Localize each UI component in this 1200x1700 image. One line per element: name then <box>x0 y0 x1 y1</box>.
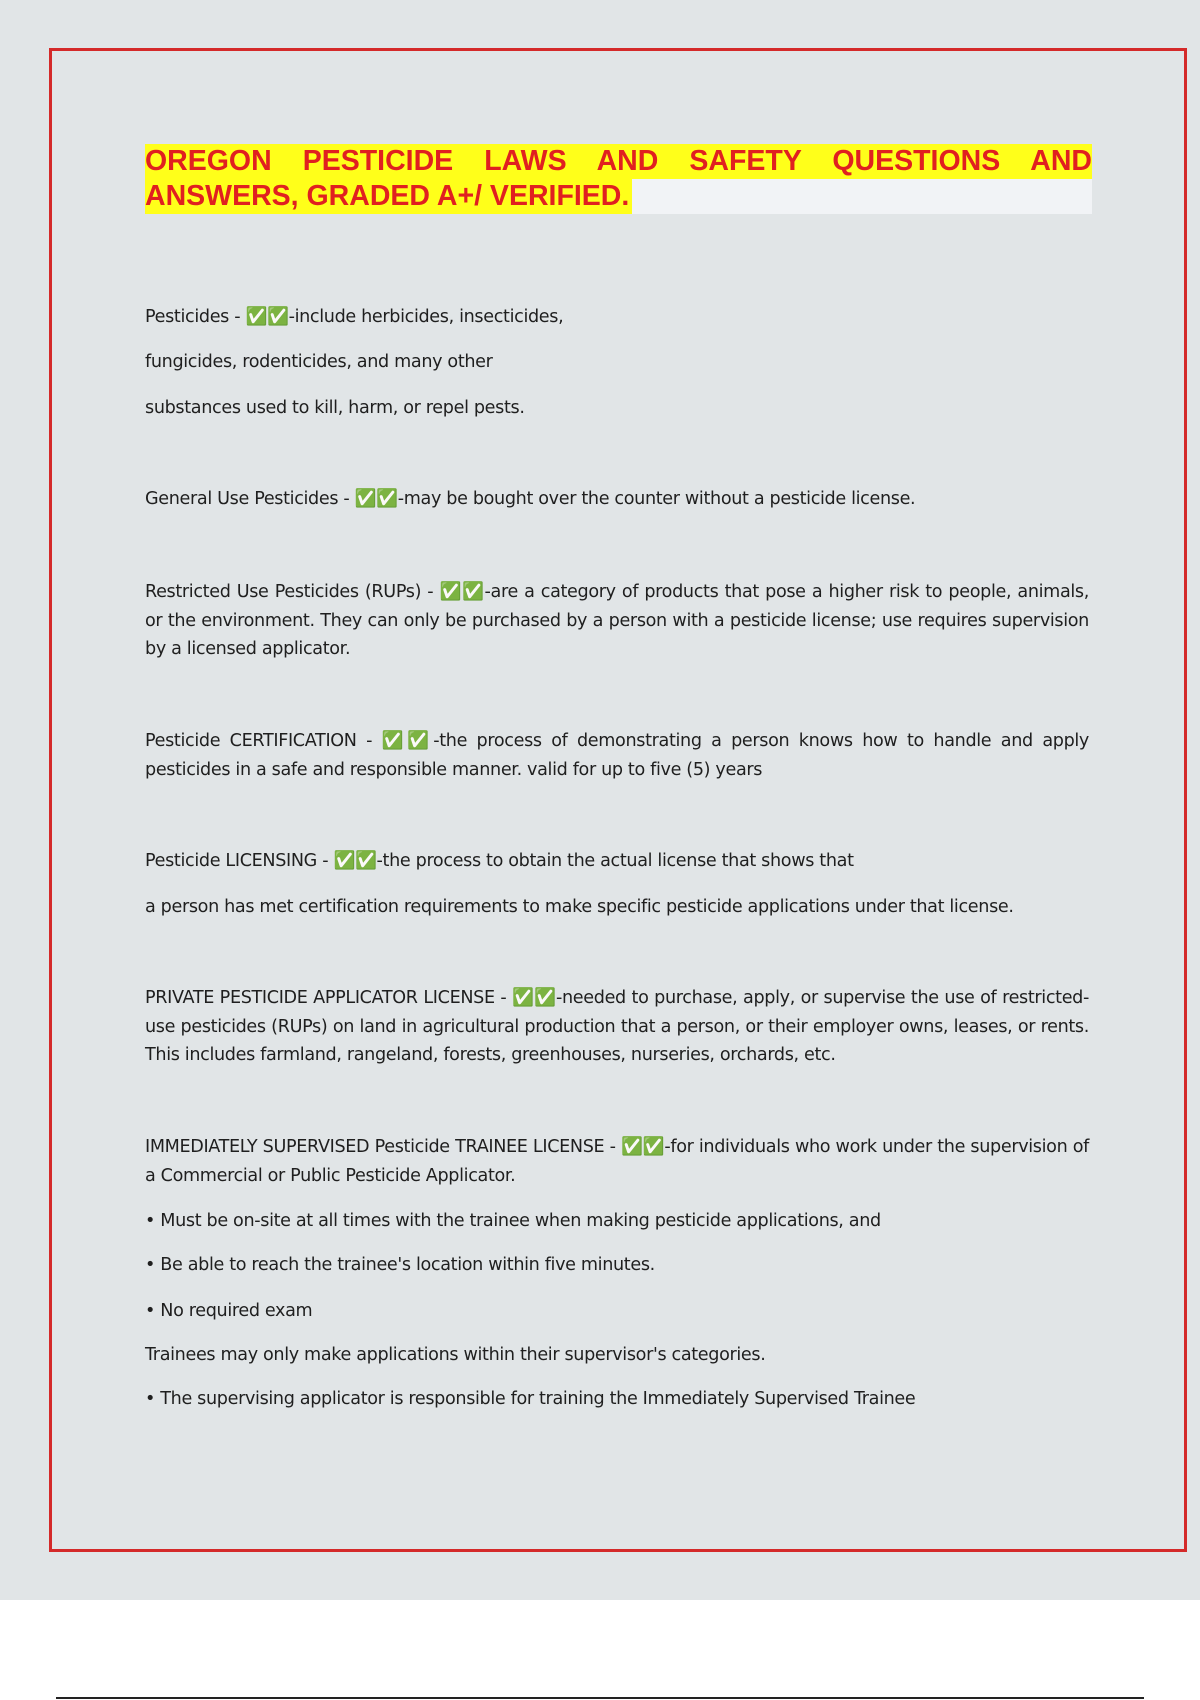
bullet-five-minutes: • Be able to reach the trainee's location within five minutes. <box>145 1255 655 1275</box>
document-title <box>145 144 1092 214</box>
paragraph-licensing-2: a person has met certification requirements to make specific pesticide applications under that license. <box>145 897 1014 917</box>
document-frame <box>49 48 1187 1552</box>
paragraph-restricted-use: Restricted Use Pesticides (RUPs) - ✅✅-are a category of products that pose a higher risk to people, animals, or the environment. They can only be purchased by a person with a pesticide license; use requires supervision by a licensed applicator. <box>145 582 1089 659</box>
paragraph-certification: Pesticide CERTIFICATION - ✅✅-the process of demonstrating a person knows how to handle and apply pesticides in a safe and responsible manner. valid for up to five (5) years <box>145 731 1089 780</box>
title-line-2-row <box>145 179 1092 214</box>
paragraph-pesticides-2: fungicides, rodenticides, and many other <box>145 352 493 372</box>
paragraph-private-applicator: PRIVATE PESTICIDE APPLICATOR LICENSE - ✅✅-needed to purchase, apply, or supervise the use of restricted-use pesticides (RUPs) on land in agricultural production that a person, or their employer owns, leases, or rents. This includes farmland, rangeland, forests, greenhouses, nurseries, orchards, etc. <box>145 988 1089 1065</box>
footer-rule <box>56 1697 1144 1699</box>
title-line-2: ANSWERS, GRADED A+/ VERIFIED. <box>145 179 632 214</box>
bullet-on-site: • Must be on-site at all times with the trainee when making pesticide applications, and <box>145 1211 881 1231</box>
paragraph-licensing-1: Pesticide LICENSING - ✅✅-the process to obtain the actual license that shows that <box>145 851 854 871</box>
paragraph-trainee-categories: Trainees may only make applications within their supervisor's categories. <box>145 1345 766 1365</box>
paragraph-pesticides-1: Pesticides - ✅✅-include herbicides, insecticides, <box>145 307 564 327</box>
bullet-supervising-applicator: • The supervising applicator is responsible for training the Immediately Supervised Trainee <box>145 1389 916 1409</box>
paragraph-trainee-license: IMMEDIATELY SUPERVISED Pesticide TRAINEE LICENSE - ✅✅-for individuals who work under the supervision of a Commercial or Public Pesticide Applicator. <box>145 1137 1089 1186</box>
title-line-1: OREGON PESTICIDE LAWS AND SAFETY QUESTIONS AND <box>145 145 1092 177</box>
paragraph-general-use: General Use Pesticides - ✅✅-may be bought over the counter without a pesticide license. <box>145 489 916 509</box>
paragraph-pesticides-3: substances used to kill, harm, or repel pests. <box>145 398 525 418</box>
bullet-no-exam: • No required exam <box>145 1301 313 1321</box>
